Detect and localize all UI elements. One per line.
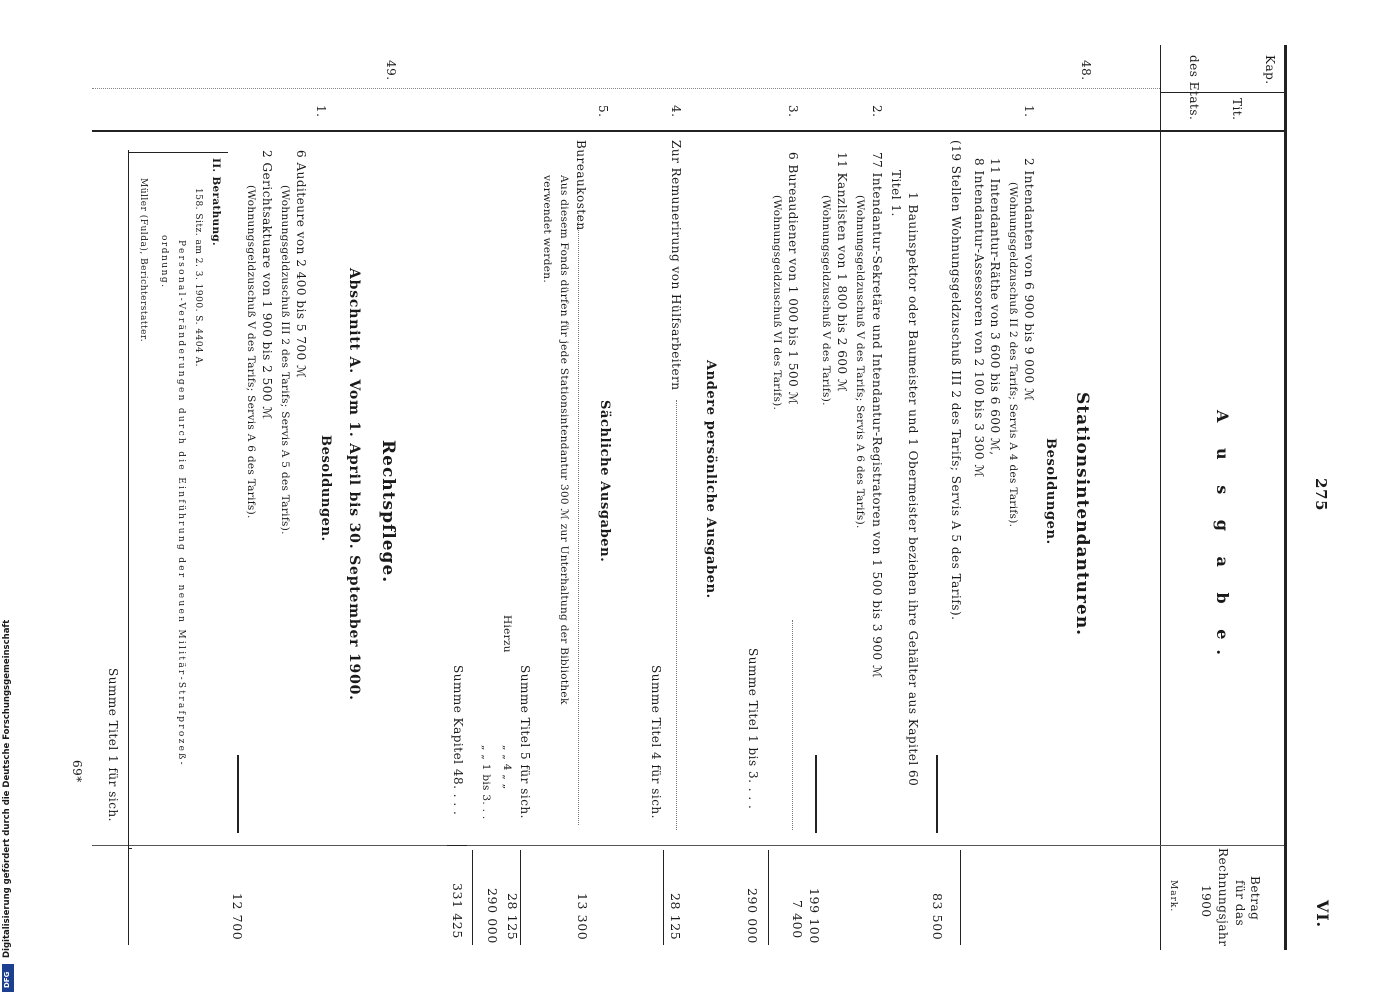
line-1e: (19 Stellen Wohnungsgeldzuschuß III 2 des Tarifs; Servis A 5 des Tarifs).	[949, 140, 963, 621]
line-1g: Titel 1.	[889, 170, 903, 217]
left-margin-rule	[128, 150, 129, 930]
section-number: VI.	[1313, 900, 1332, 928]
summe-hierzu-4: „ „ 4 „ „	[501, 745, 513, 790]
hierzu-label: Hierzu	[501, 615, 513, 653]
value-bar-4	[520, 850, 521, 945]
value-5: 13 300	[575, 893, 590, 941]
mark-column-rule	[92, 845, 1284, 846]
value-bar-2	[768, 850, 769, 945]
kap-48: 48.	[1079, 60, 1093, 81]
line-1f: 1 Bauinspektor oder Baumeister und 1 Obermeister beziehen ihre Gehälter aus Kapitel 60	[906, 192, 920, 787]
line-4: Zur Remunerirung von Hülfsarbeitern	[669, 140, 683, 391]
tit-5: 5.	[596, 105, 610, 118]
value-bar-3	[663, 850, 664, 945]
value-bar-1	[960, 850, 961, 945]
note-box-top	[128, 152, 228, 153]
section-andere: Andere persönliche Ausgaben.	[703, 360, 718, 599]
line-6a: 6 Auditeure von 2 400 bis 5 700 ℳ	[294, 150, 308, 379]
tit-3: 3.	[786, 105, 800, 118]
summe-tit1-49: Summe Titel 1 für sich.	[106, 668, 120, 822]
summe-kap48: Summe Kapitel 48. . . .	[451, 665, 465, 816]
sub-besoldungen: Besoldungen.	[1043, 438, 1058, 545]
tit-1-49: 1.	[314, 105, 328, 118]
note-1: 158. Sitz. am 2. 3. 1900. S. 4404 A.	[193, 188, 203, 367]
col-betrag: Betrag	[1248, 876, 1262, 921]
sum-bar-2	[815, 755, 817, 833]
kap-column-rule	[1160, 92, 1284, 93]
line-6b: (Wohnungsgeldzuschuß III 2 des Tarifs; Servis A 5 des Tarifs).	[279, 185, 291, 535]
betrag-column-rule	[92, 130, 1284, 132]
summe-4: Summe Titel 4 für sich.	[649, 665, 663, 819]
value-1: 83 500	[930, 893, 945, 941]
line-2b: (Wohnungsgeldzuschuß V des Tarifs; Servis A 6 des Tarifs).	[854, 195, 866, 529]
line-2a: 77 Intendantur-Sekretäre und Intendantur-Registratoren von 1 500 bis 3 900 ℳ	[870, 152, 884, 679]
col-fuer-das: für das	[1233, 880, 1247, 927]
summe-hierzu-1-3: „ „ 1 bis 3. . .	[480, 745, 492, 820]
col-des-etats: des Etats.	[1187, 55, 1201, 121]
line-6c: 2 Gerichtsaktuare von 1 900 bis 2 500 ℳ	[260, 150, 274, 420]
line-2c: 11 Kanzlisten von 1 800 bis 2 600 ℳ	[835, 152, 849, 393]
line-5c: verwendet werden.	[541, 175, 553, 283]
col-mark: Mark.	[1168, 880, 1178, 913]
note-4: Müller (Fulda), Berichterstatter.	[138, 178, 148, 343]
line-1c: 11 Intendantur-Räthe von 3 600 bis 6 600 ℳ,	[988, 158, 1002, 456]
kap-49: 49.	[384, 60, 398, 81]
line-5a: Bureaukosten	[574, 140, 588, 231]
col-rechnungsjahr: Rechnungsjahr	[1216, 848, 1230, 947]
value-2: 199 100	[807, 888, 822, 944]
line-3a: 6 Bureaudiener von 1 000 bis 1 500 ℳ	[786, 152, 800, 405]
summe-5: Summe Titel 5 für sich.	[518, 665, 532, 819]
abschnitt-a: Abschnitt A. Vom 1. April bis 30. September 1900.	[346, 268, 362, 701]
dfg-credit: Digitalisierung gefördert durch die Deutsche Forschungsgemeinschaft	[2, 619, 12, 958]
line-6d: (Wohnungsgeldzuschuß V des Tarifs; Servis A 6 des Tarifs).	[245, 185, 257, 519]
dfg-logo: DFG	[2, 964, 14, 992]
value-6: 12 700	[230, 893, 245, 941]
value-summe-1-3: 290 000	[745, 888, 760, 944]
note-3: ordnung.	[159, 235, 169, 289]
value-summe-5: 28 125	[505, 893, 520, 941]
line-2d: (Wohnungsgeldzuschuß V des Tarifs).	[820, 195, 832, 406]
value-rule-1	[128, 848, 132, 849]
leader-line-4	[676, 400, 677, 830]
line-3b: (Wohnungsgeldzuschuß VI des Tarifs).	[771, 195, 783, 411]
tit-2: 2.	[870, 105, 884, 118]
summe-1-3: Summe Titel 1 bis 3. . . .	[746, 648, 760, 810]
value-hierzu: 290 000	[485, 888, 500, 944]
leader-line-1-3	[792, 620, 793, 830]
value-bar-5	[472, 850, 473, 945]
header-rule	[1160, 45, 1161, 950]
col-tit: Tit.	[1230, 98, 1244, 121]
line-1d: 8 Intendantur-Assessoren von 2 100 bis 3 300 ℳ	[972, 158, 986, 478]
sub-besoldungen-2: Besoldungen.	[318, 435, 333, 542]
sum-rule-kap48	[447, 845, 467, 846]
page-number: 275	[1312, 478, 1330, 512]
tit-1: 1.	[1022, 105, 1036, 118]
tit-4: 4.	[669, 105, 683, 118]
line-1a: 2 Intendanten von 6 900 bis 9 000 ℳ	[1022, 158, 1036, 402]
leader-line-5	[578, 215, 579, 825]
value-3: 7 400	[790, 900, 805, 939]
section-saechliche: Sächliche Ausgaben.	[597, 400, 612, 563]
section-rechtspflege: Rechtspflege.	[378, 440, 398, 584]
tit-rule-dotted	[92, 88, 1160, 89]
line-5b: Aus diesem Fonds dürfen für jede Stationsintendantur 300 ℳ zur Unterhaltung der Bibliothek	[558, 175, 570, 705]
line-1b: (Wohnungsgeldzuschuß II 2 des Tarifs; Servis A 4 des Tarifs).	[1007, 182, 1019, 528]
value-bar-6	[128, 850, 129, 945]
col-kap: Kap.	[1263, 55, 1277, 85]
note-head: II. Berathung.	[210, 158, 222, 246]
sum-bar-1	[936, 755, 938, 833]
col-year: 1900	[1199, 885, 1213, 918]
page-signature: 69*	[70, 760, 84, 783]
section-stationsintendanturen: Stationsintendanturen.	[1072, 392, 1092, 637]
sum-bar-3	[237, 755, 239, 833]
outer-border-right	[1284, 45, 1287, 950]
header-title: A u s g a b e.	[1213, 410, 1232, 665]
value-kap48: 331 425	[450, 883, 465, 939]
note-2: Personal-Veränderungen durch die Einführung der neuen Militär-Strafprozeß-	[176, 240, 186, 767]
value-4: 28 125	[668, 893, 683, 941]
